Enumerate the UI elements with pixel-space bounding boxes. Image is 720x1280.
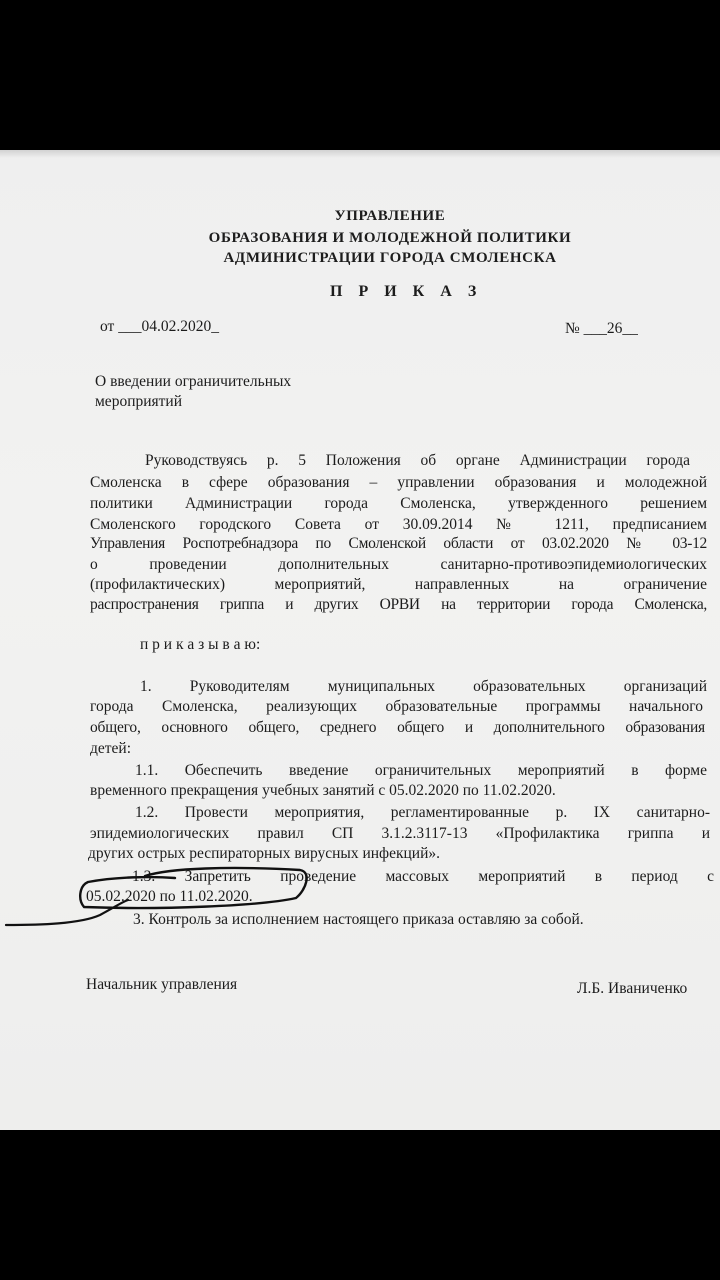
preamble-line: Смоленского городского Совета от 30.09.2014 № 1211, предписанием	[90, 516, 707, 533]
item-line: эпидемиологических правил СП 3.1.2.3117-13 «Профилактика гриппа и	[90, 825, 710, 842]
order-title: П Р И К А З	[330, 283, 483, 300]
item-line: города Смоленска, реализующих образовательные программы начального	[90, 698, 703, 715]
order-number: № ___26__	[565, 320, 638, 337]
document-page	[0, 150, 720, 1130]
item-line: других острых респираторных вирусных инфекций».	[88, 845, 441, 862]
item-line: общего, основного общего, среднего общего и дополнительного образования	[90, 719, 705, 736]
preamble-line: Смоленска в сфере образования – управлении образования и молодежной	[90, 474, 707, 491]
subject-line-1: О введении ограничительных	[95, 373, 292, 390]
item-line: временного прекращения учебных занятий с 05.02.2020 по 11.02.2020.	[90, 782, 556, 799]
item-line: 1.2. Провести мероприятия, регламентированные р. IX санитарно-	[135, 804, 710, 821]
item-line: 1. Руководителям муниципальных образовательных организаций	[140, 678, 707, 695]
item-line: 1.3. Запретить проведение массовых мероприятий в период с	[132, 868, 714, 885]
item-line: 1.1. Обеспечить введение ограничительных мероприятий в форме	[135, 762, 707, 779]
header-line-1: УПРАВЛЕНИЕ	[334, 208, 446, 224]
header-line-3: АДМИНИСТРАЦИИ ГОРОДА СМОЛЕНСКА	[223, 250, 557, 266]
preamble-line: политики Администрации города Смоленска, утвержденного решением	[90, 495, 707, 512]
preamble-line: распространения гриппа и других ОРВИ на территории города Смоленска,	[90, 596, 707, 613]
subject-line-2: мероприятий	[95, 393, 183, 410]
signatory-position: Начальник управления	[86, 976, 238, 993]
order-document	[0, 150, 720, 1130]
signatory-name: Л.Б. Иваниченко	[577, 980, 688, 997]
order-date: от ___04.02.2020_	[100, 318, 219, 335]
preamble-line: (профилактических) мероприятий, направленных на ограничение	[90, 576, 707, 593]
item-line: 3. Контроль за исполнением настоящего приказа оставляю за собой.	[133, 911, 584, 928]
preamble-line: о проведении дополнительных санитарно-противоэпидемиологических	[90, 556, 707, 573]
item-line: детей:	[90, 740, 132, 757]
order-word: п р и к а з ы в а ю:	[140, 636, 261, 653]
item-line-highlighted: 05.02.2020 по 11.02.2020.	[86, 888, 253, 905]
preamble-line: Руководствуясь р. 5 Положения об органе Администрации города	[145, 452, 690, 469]
header-line-2: ОБРАЗОВАНИЯ И МОЛОДЕЖНОЙ ПОЛИТИКИ	[208, 230, 572, 246]
preamble-line: Управления Роспотребнадзора по Смоленской области от 03.02.2020 № 03-12	[90, 535, 707, 552]
